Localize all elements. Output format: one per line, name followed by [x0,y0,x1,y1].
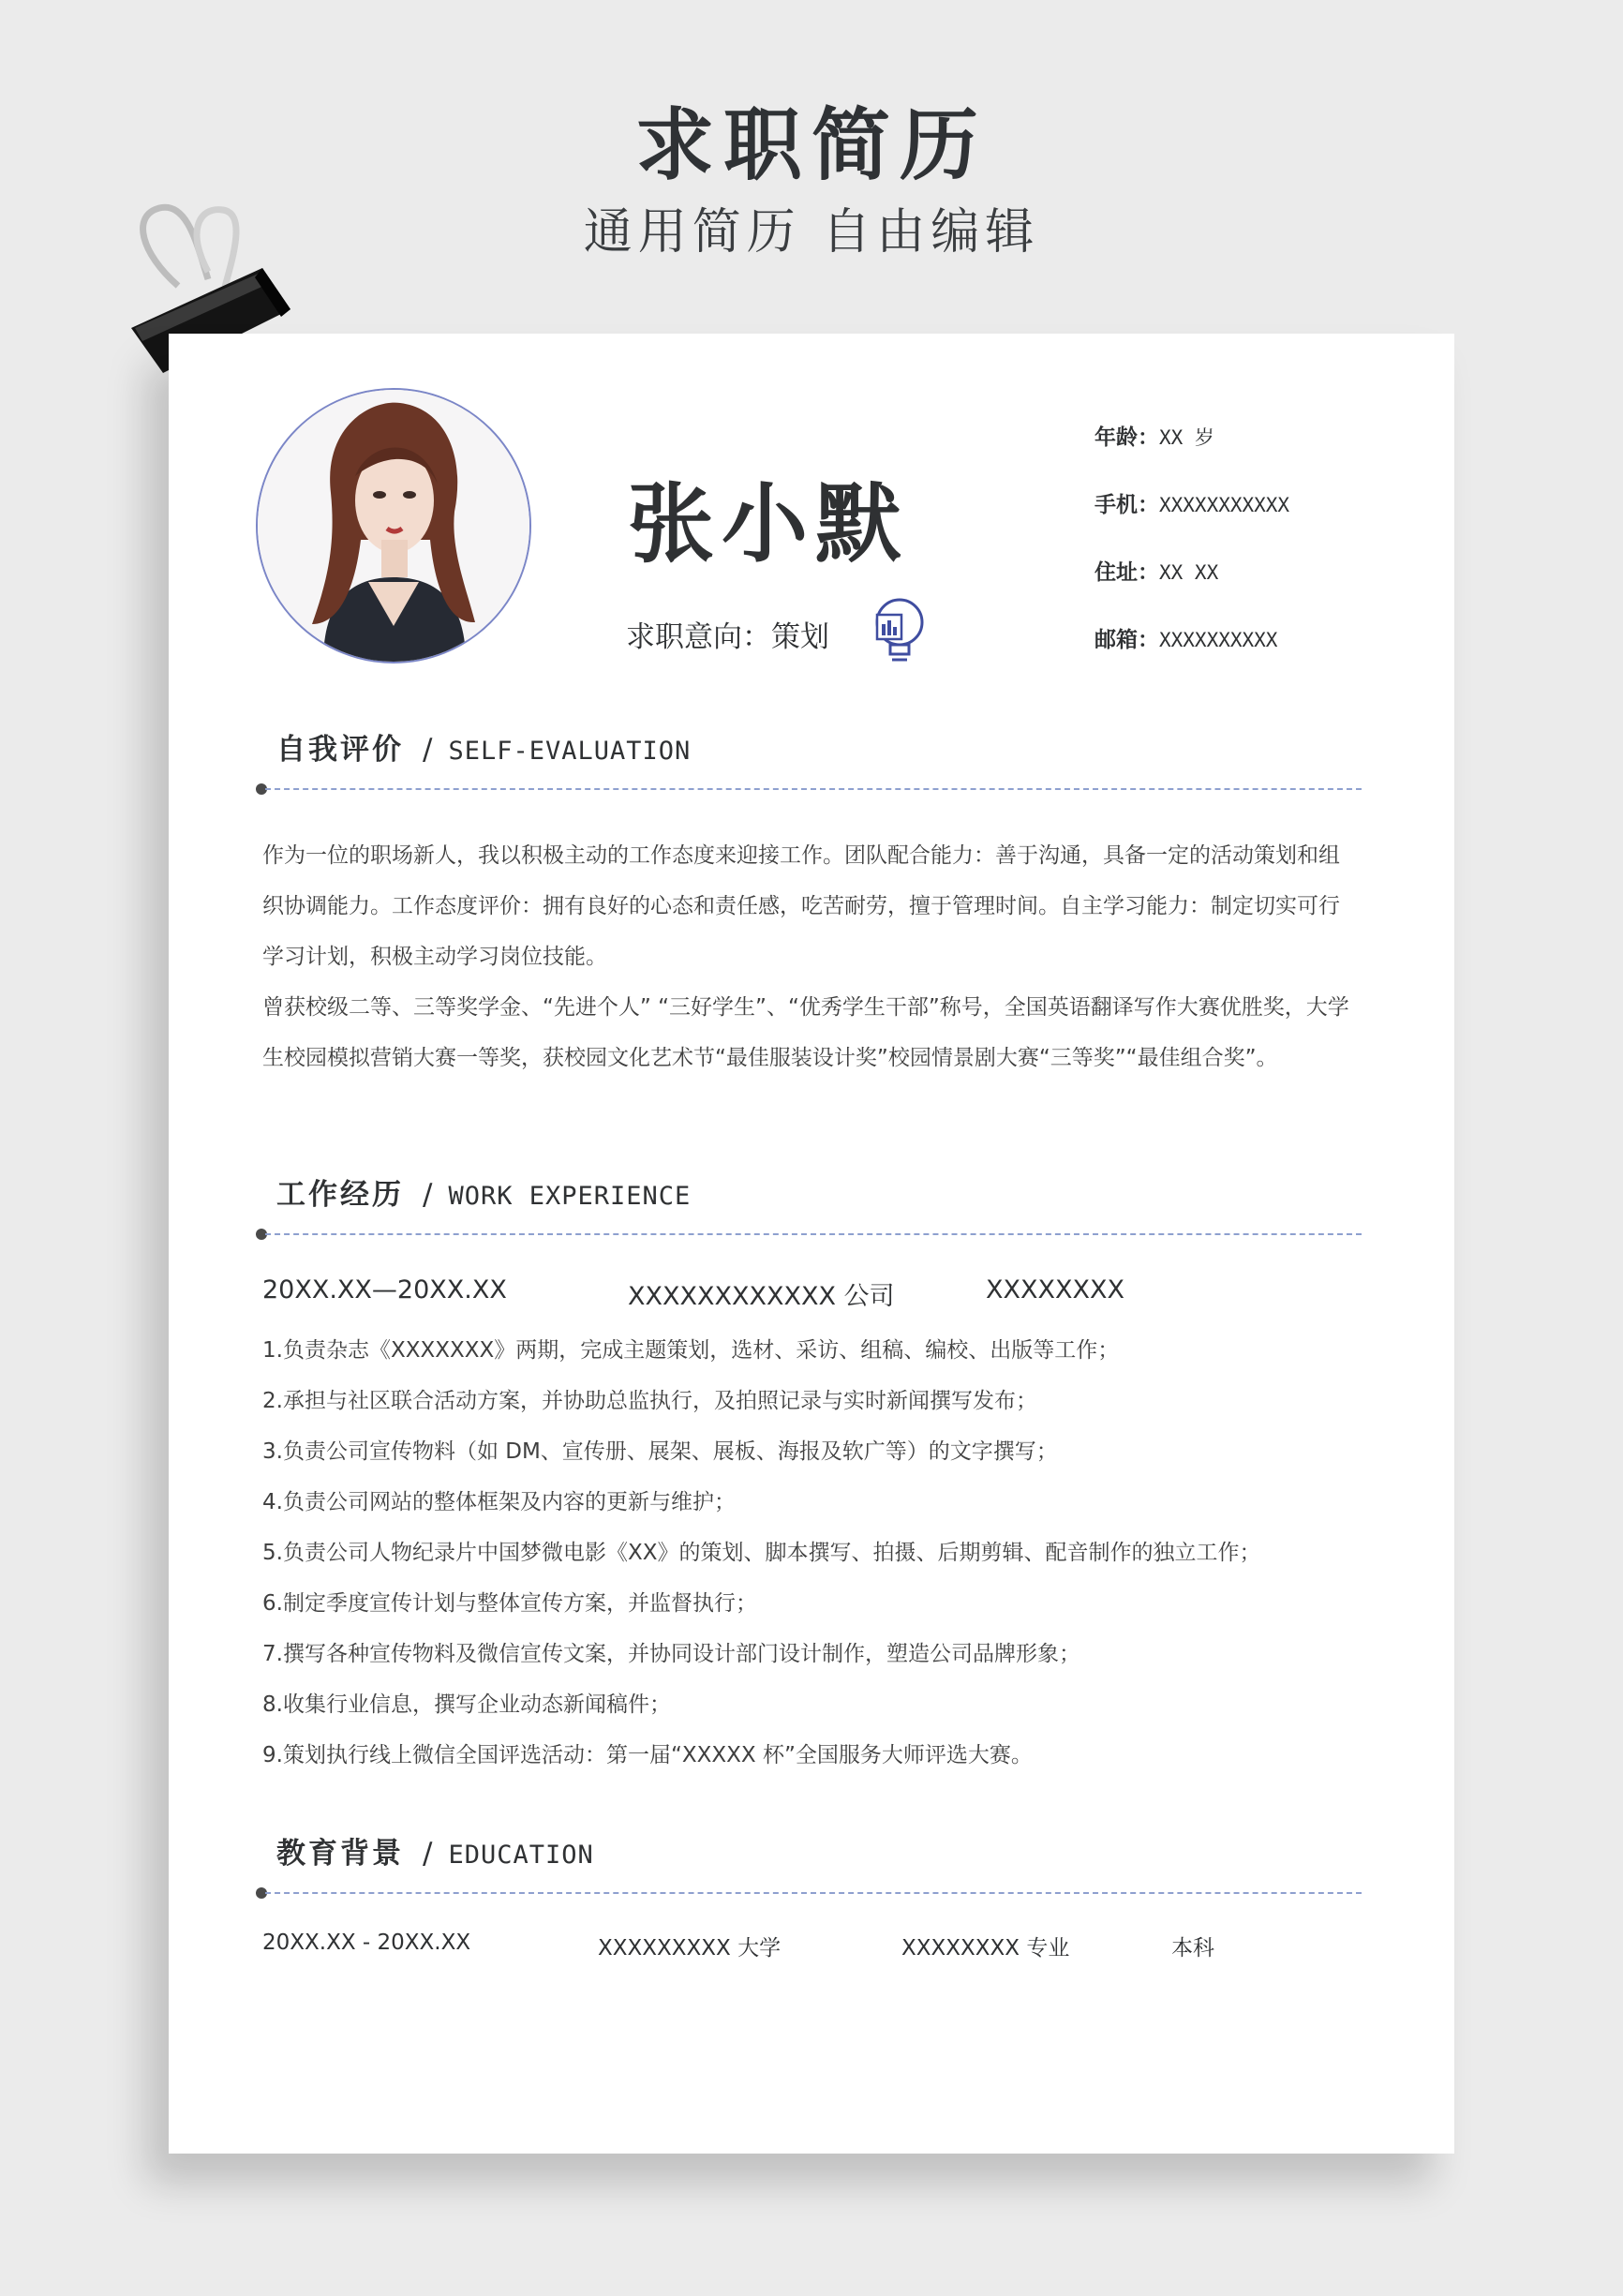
contact-age [1094,420,1289,487]
job-duties [262,1325,1361,1781]
section-title-en: SELF-EVALUATION [448,737,692,766]
contact-label: 年龄： [1094,425,1159,450]
promo-subtitle: 通用简历 自由编辑 [583,204,1040,261]
job-header [262,1275,1361,1313]
duty-item: 9.策划执行线上微信全国评选活动：第一届“XXXXX 杯”全国服务大师评选大赛。 [262,1743,1033,1767]
duty-item: 8.收集行业信息，撰写企业动态新闻稿件； [262,1692,671,1717]
duty-item: 4.负责公司网站的整体框架及内容的更新与维护； [262,1490,736,1514]
contact-phone [1094,487,1289,555]
education-school: XXXXXXXXX 大学 [598,1936,782,1961]
section-separator: / [423,1837,436,1871]
section-title-en: EDUCATION [448,1841,594,1870]
contact-value: XX 岁 [1159,426,1214,449]
divider-dash [265,1233,1362,1235]
job-company: XXXXXXXXXXXX 公司 [628,1282,895,1311]
divider-dash [265,788,1362,790]
resume-paper [169,334,1454,2154]
section-divider [256,783,1362,795]
job-objective: 求职意向：策划 [626,620,829,654]
duty-item: 1.负责杂志《XXXXXXX》两期，完成主题策划，选材、采访、组稿、编校、出版等工作； [262,1338,1120,1363]
avatar-portrait-icon [258,390,529,662]
section-title: 工作经历 [276,1178,404,1212]
job-position: XXXXXXXX [986,1275,1124,1305]
lightbulb-chart-icon [870,596,930,665]
contact-value: XX XX [1159,561,1219,584]
contact-label: 邮箱： [1094,628,1159,652]
paragraph: 作为一位的职场新人，我以积极主动的工作态度来迎接工作。团队配合能力：善于沟通，具备一定的活动策划和组织协调能力。工作态度评价：拥有良好的心态和责任感，吃苦耐劳，擅于管理时间。自主学习能力：制定切实可行学习计划，积极主动学习岗位技能。 [262,843,1340,969]
section-divider [256,1887,1362,1899]
education-period: 20XX.XX - 20XX.XX [262,1931,471,1955]
section-title: 自我评价 [276,733,404,767]
divider-dash [265,1892,1362,1894]
self-evaluation-text [262,830,1361,1083]
contact-info [1094,420,1289,690]
duty-item: 3.负责公司宣传物料（如 DM、宣传册、展架、展板、海报及软广等）的文字撰写； [262,1439,1058,1464]
contact-label: 手机： [1094,493,1159,517]
promo-title: 求职简历 [634,99,988,191]
education-row [262,1931,1361,1968]
education-degree: 本科 [1171,1936,1214,1961]
education-major: XXXXXXXX 专业 [901,1936,1070,1961]
contact-address [1094,555,1289,622]
section-separator: / [423,1178,436,1212]
paragraph: 曾获校级二等、三等奖学金、“先进个人” “三好学生”、“优秀学生干部”称号，全国英语翻译写作大赛优胜奖，大学生校园模拟营销大赛一等奖，获校园文化艺术节“最佳服装设计奖”校园情景剧大赛“三等奖”“最佳组合奖”。 [262,995,1349,1070]
section-title-en: WORK EXPERIENCE [448,1182,692,1211]
contact-value: XXXXXXXXXXX [1159,494,1290,516]
duty-item: 7.撰写各种宣传物料及微信宣传文案，并协同设计部门设计制作，塑造公司品牌形象； [262,1642,1080,1666]
section-heading-education [276,1829,594,1871]
section-heading-self-evaluation [276,725,691,768]
contact-label: 住址： [1094,560,1159,585]
job-period: 20XX.XX—20XX.XX [262,1275,507,1305]
section-divider [256,1229,1362,1240]
avatar [256,388,531,663]
section-title: 教育背景 [276,1837,404,1871]
duty-item: 6.制定季度宣传计划与整体宣传方案，并监督执行； [262,1591,757,1616]
contact-email [1094,622,1289,690]
section-separator: / [423,733,436,767]
section-heading-work-experience [276,1170,691,1213]
contact-value: XXXXXXXXXX [1159,629,1278,651]
candidate-name: 张小默 [628,474,910,574]
duty-item: 2.承担与社区联合活动方案，并协助总监执行，及拍照记录与实时新闻撰写发布； [262,1389,1037,1413]
duty-item: 5.负责公司人物纪录片中国梦微电影《XX》的策划、脚本撰写、拍摄、后期剪辑、配音制作的独立工作； [262,1541,1261,1565]
